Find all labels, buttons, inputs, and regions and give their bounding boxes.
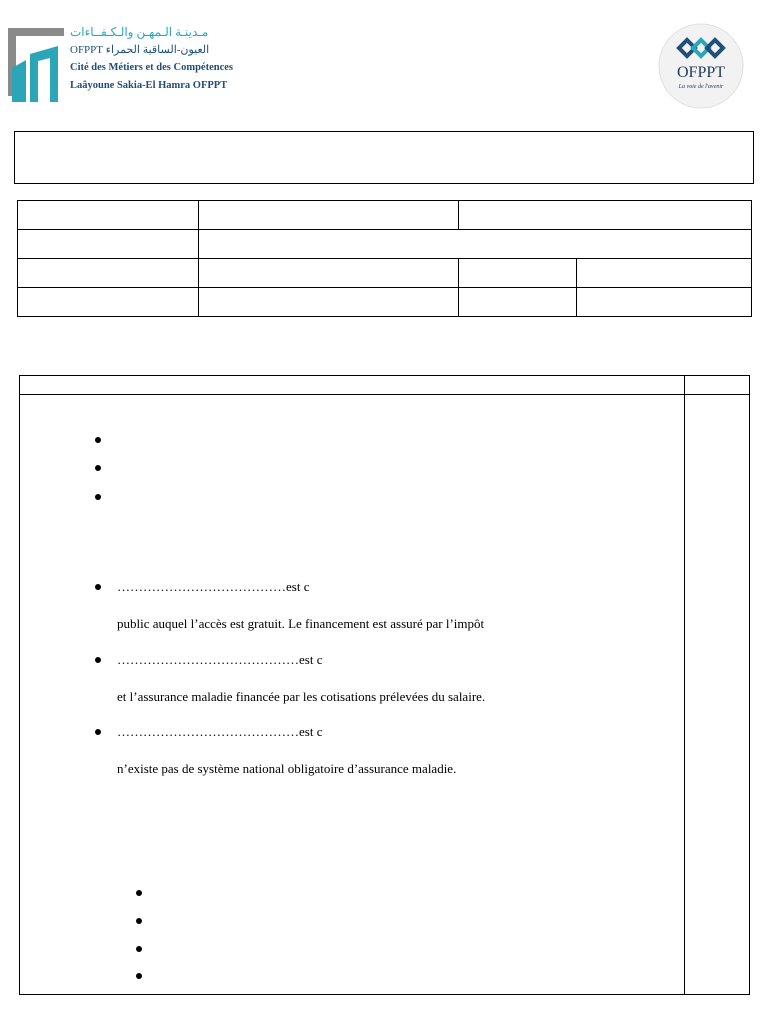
table-cell — [199, 288, 459, 317]
fill-in-blank-3: ……………………………………est c — [117, 724, 323, 739]
bullet — [95, 729, 101, 735]
logo-french-line-1: Cité des Métiers et des Compétences — [70, 62, 233, 73]
table-row — [18, 288, 752, 317]
bullet — [95, 465, 101, 471]
fill-in-blank-1: …………………………………est c — [117, 579, 310, 594]
ofppt-logo — [655, 22, 747, 110]
logo-arabic-line-1: مـدينـة الـمهـن والـكـفــاءات — [70, 25, 209, 39]
exercise-box — [19, 375, 750, 995]
table-row — [18, 201, 752, 230]
cite-des-metiers-logo-text — [70, 24, 250, 94]
table-cell — [18, 259, 199, 288]
bullet — [95, 584, 101, 590]
info-table — [17, 200, 752, 317]
fill-in-blank-2: ……………………………………est c — [117, 652, 323, 667]
cite-des-metiers-logo — [6, 24, 66, 106]
exercise-header-row — [20, 376, 749, 395]
table-cell — [577, 288, 752, 317]
document-title-box — [14, 131, 754, 184]
table-cell — [18, 201, 199, 230]
table-row — [18, 259, 752, 288]
table-cell — [199, 230, 752, 259]
table-cell — [199, 259, 459, 288]
bullet — [95, 657, 101, 663]
table-cell — [459, 288, 577, 317]
bullet — [95, 494, 101, 500]
ofppt-logo-brand: OFPPT — [676, 64, 726, 81]
bullet — [95, 437, 101, 443]
bullet — [136, 918, 142, 924]
table-cell — [577, 259, 752, 288]
bullet — [136, 890, 142, 896]
table-cell — [459, 201, 752, 230]
table-cell — [459, 259, 577, 288]
table-cell — [18, 230, 199, 259]
bullet — [136, 973, 142, 979]
ofppt-logo-tagline: La voie de l'avenir — [678, 84, 724, 90]
table-cell — [18, 288, 199, 317]
logo-french-line-2: Laâyoune Sakia-El Hamra OFPPT — [70, 79, 228, 91]
item-1-text: public auquel l’accès est gratuit. Le financement est assuré par l’impôt — [117, 616, 485, 631]
score-column-divider — [684, 376, 685, 994]
table-row — [18, 230, 752, 259]
item-2-text: et l’assurance maladie financée par les cotisations prélevées du salaire. — [117, 689, 486, 704]
item-3-text: n’existe pas de système national obligatoire d’assurance maladie. — [117, 761, 457, 776]
table-cell — [199, 201, 459, 230]
bullet — [136, 946, 142, 952]
logo-arabic-line-2: العيون-الساقية الحمراء OFPPT — [70, 43, 210, 56]
